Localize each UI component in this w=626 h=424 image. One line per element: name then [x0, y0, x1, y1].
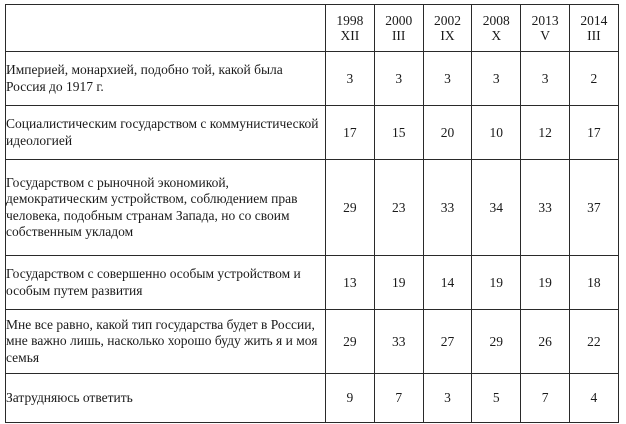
header-corner-cell — [6, 5, 326, 52]
column-month: X — [491, 28, 502, 43]
column-year: 2013 — [531, 13, 559, 28]
value-cell: 17 — [569, 106, 618, 160]
column-year: 2000 — [385, 13, 413, 28]
row-label: Мне все равно, какой тип государства будет в России, мне важно лишь, насколько хорошо буду жить я и моя семья — [6, 310, 326, 374]
header-row — [6, 5, 619, 52]
value-cell: 9 — [326, 374, 375, 423]
column-month: IX — [440, 28, 455, 43]
value-cell: 34 — [472, 160, 521, 256]
value-cell: 4 — [569, 374, 618, 423]
survey-table — [5, 4, 619, 423]
column-year: 2002 — [433, 13, 461, 28]
value-cell: 19 — [374, 256, 423, 310]
value-cell: 3 — [423, 52, 472, 106]
value-cell: 19 — [472, 256, 521, 310]
value-cell: 10 — [472, 106, 521, 160]
table-row — [6, 106, 619, 160]
value-cell: 3 — [521, 52, 570, 106]
value-cell: 33 — [423, 160, 472, 256]
value-cell: 33 — [374, 310, 423, 374]
column-month: XII — [340, 28, 360, 43]
value-cell: 3 — [472, 52, 521, 106]
value-cell: 19 — [521, 256, 570, 310]
column-header-2000 — [374, 5, 423, 52]
column-year: 2008 — [482, 13, 510, 28]
value-cell: 2 — [569, 52, 618, 106]
value-cell: 29 — [326, 160, 375, 256]
value-cell: 3 — [374, 52, 423, 106]
table-row — [6, 256, 619, 310]
value-cell: 5 — [472, 374, 521, 423]
row-label: Затрудняюсь ответить — [6, 374, 326, 423]
column-header-2008 — [472, 5, 521, 52]
table-row — [6, 310, 619, 374]
value-cell: 27 — [423, 310, 472, 374]
column-month: V — [540, 28, 550, 43]
column-year: 2014 — [580, 13, 608, 28]
column-header-2002 — [423, 5, 472, 52]
value-cell: 23 — [374, 160, 423, 256]
value-cell: 37 — [569, 160, 618, 256]
value-cell: 33 — [521, 160, 570, 256]
value-cell: 29 — [326, 310, 375, 374]
value-cell: 14 — [423, 256, 472, 310]
value-cell: 7 — [374, 374, 423, 423]
table-row — [6, 374, 619, 423]
value-cell: 20 — [423, 106, 472, 160]
value-cell: 26 — [521, 310, 570, 374]
table-row — [6, 160, 619, 256]
row-label: Социалистическим государством с коммунистической идеологией — [6, 106, 326, 160]
value-cell: 13 — [326, 256, 375, 310]
value-cell: 18 — [569, 256, 618, 310]
value-cell: 3 — [423, 374, 472, 423]
value-cell: 17 — [326, 106, 375, 160]
value-cell: 3 — [326, 52, 375, 106]
value-cell: 22 — [569, 310, 618, 374]
column-month: III — [391, 28, 406, 43]
value-cell: 7 — [521, 374, 570, 423]
value-cell: 15 — [374, 106, 423, 160]
table-row — [6, 52, 619, 106]
row-label: Государством с совершенно особым устройством и особым путем развития — [6, 256, 326, 310]
value-cell: 29 — [472, 310, 521, 374]
column-header-2014 — [569, 5, 618, 52]
column-year: 1998 — [336, 13, 364, 28]
value-cell: 12 — [521, 106, 570, 160]
column-header-1998 — [326, 5, 375, 52]
column-header-2013 — [521, 5, 570, 52]
column-month: III — [587, 28, 601, 43]
row-label: Государством с рыночной экономикой, демократическим устройством, соблюдением прав человека, подобным странам Запада, но со своим собственным укладом — [6, 160, 326, 256]
row-label: Империей, монархией, подобно той, какой была Россия до 1917 г. — [6, 52, 326, 106]
